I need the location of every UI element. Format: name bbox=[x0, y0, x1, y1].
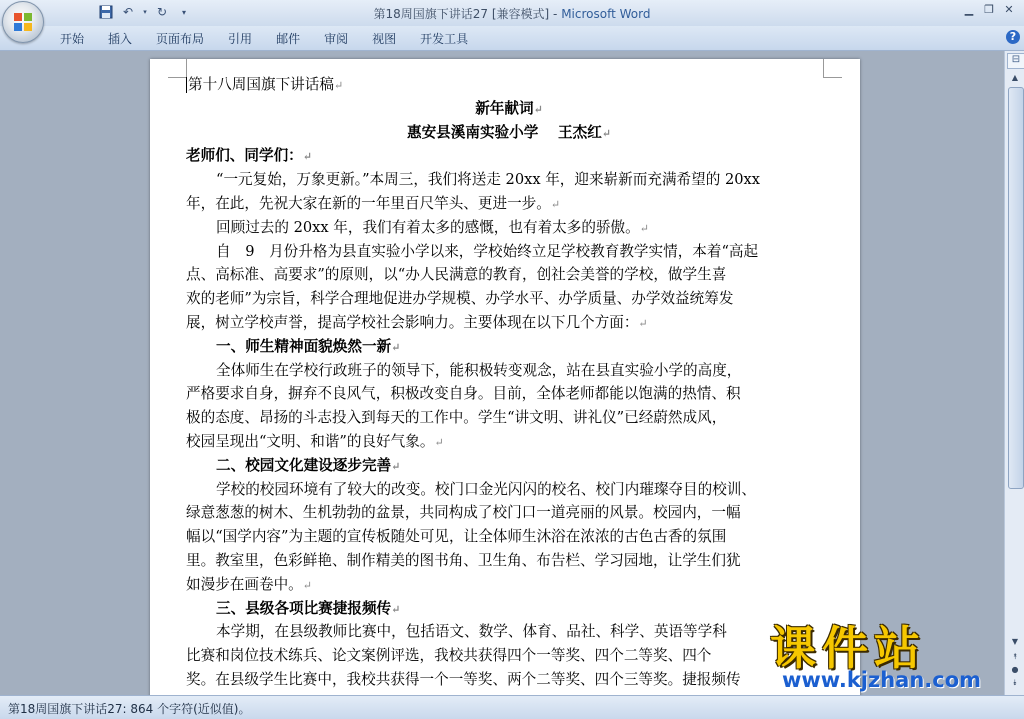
doc-heading bbox=[186, 73, 832, 97]
undo-icon[interactable]: ↶ bbox=[122, 5, 134, 19]
paragraph-mark: ↵ bbox=[391, 340, 401, 354]
status-bar bbox=[0, 695, 1024, 719]
paragraph-mark: ↵ bbox=[638, 316, 648, 330]
text-cursor bbox=[186, 77, 187, 93]
app-name: Microsoft Word bbox=[561, 7, 651, 21]
doc-author bbox=[186, 121, 832, 145]
redo-icon[interactable]: ↻ bbox=[156, 5, 168, 19]
watermark-logo: 课件站 bbox=[770, 621, 926, 675]
doc-line-text: 三、县级各项比赛捷报频传 bbox=[216, 599, 392, 617]
doc-line bbox=[186, 525, 832, 549]
document-body[interactable] bbox=[186, 73, 832, 692]
doc-line bbox=[186, 263, 832, 287]
doc-line bbox=[186, 573, 832, 597]
doc-line bbox=[186, 240, 832, 264]
doc-line-text: 年，在此，先祝大家在新的一年里百尺竿头、更进一步。 bbox=[186, 194, 551, 212]
doc-line-text: 自 9 月份升格为县直实验小学以来，学校始终立足学校教育教学实情，本着“高起 bbox=[216, 242, 759, 260]
scroll-up-icon[interactable]: ▲ bbox=[1011, 73, 1019, 82]
office-logo-icon bbox=[13, 12, 33, 32]
doc-line-text: 二、校园文化建设逐步完善 bbox=[216, 456, 392, 474]
doc-line-text: 奖。在县级学生比赛中，我校共获得一个一等奖、两个二等奖、四个三等奖。捷报频传 bbox=[186, 670, 741, 688]
section-heading bbox=[186, 454, 832, 478]
doc-title-text: 新年献词 bbox=[475, 99, 534, 117]
title-bar bbox=[0, 0, 1024, 27]
paragraph-mark: ↵ bbox=[391, 602, 401, 616]
minimize-icon[interactable]: ▁ bbox=[964, 3, 974, 16]
doc-line bbox=[186, 311, 832, 335]
watermark-url: www.kjzhan.com bbox=[782, 668, 982, 692]
help-icon[interactable]: ? bbox=[1006, 30, 1020, 44]
doc-line-text: “一元复始，万象更新。”本周三，我们将送走 20xx 年，迎来崭新而充满希望的 20xx bbox=[216, 171, 761, 189]
section-heading bbox=[186, 335, 832, 359]
doc-line bbox=[186, 644, 832, 668]
doc-heading-text: 第十八周国旗下讲话稿 bbox=[188, 76, 334, 93]
vertical-scrollbar[interactable] bbox=[1004, 51, 1024, 695]
doc-author-text: 惠安县溪南实验小学 王杰红 bbox=[406, 123, 602, 141]
doc-line bbox=[186, 192, 832, 216]
doc-line bbox=[186, 406, 832, 430]
previous-page-icon[interactable]: ⯭ bbox=[1012, 652, 1018, 661]
tab-7[interactable]: 开发工具 bbox=[420, 32, 469, 46]
scroll-thumb[interactable] bbox=[1008, 87, 1024, 489]
tab-5[interactable]: 审阅 bbox=[324, 32, 349, 46]
paragraph-mark: ↵ bbox=[639, 221, 649, 235]
ribbon bbox=[0, 26, 1024, 51]
doc-line bbox=[186, 168, 832, 192]
window-title bbox=[0, 5, 1024, 22]
paragraph-mark: ↵ bbox=[434, 435, 444, 449]
tab-2[interactable]: 页面布局 bbox=[156, 32, 205, 46]
paragraph-mark: ↵ bbox=[533, 102, 543, 116]
doc-paragraphs bbox=[186, 168, 832, 692]
doc-greeting bbox=[186, 144, 832, 168]
doc-line bbox=[186, 478, 832, 502]
doc-line-text: 一、师生精神面貌焕然一新 bbox=[216, 337, 392, 355]
tab-1[interactable]: 插入 bbox=[108, 32, 133, 46]
doc-line bbox=[186, 430, 832, 454]
doc-line-text: 欢的老师”为宗旨，科学合理地促进办学规模、办学水平、办学质量、办学效益统筹发 bbox=[186, 290, 734, 308]
doc-line bbox=[186, 382, 832, 406]
doc-line bbox=[186, 359, 832, 383]
ruler-toggle-icon[interactable]: ⊟ bbox=[1007, 53, 1024, 69]
watermark bbox=[770, 612, 1020, 692]
tab-6[interactable]: 视图 bbox=[372, 32, 397, 46]
paragraph-mark: ↵ bbox=[550, 197, 561, 211]
doc-line-text: 回顾过去的 20xx 年，我们有着太多的感慨，也有着太多的骄傲。 bbox=[216, 218, 640, 236]
doc-line-text: 全体师生在学校行政班子的领导下，能积极转变观念，站在县直实验小学的高度， bbox=[216, 361, 742, 379]
doc-line-text: 学校的校园环境有了较大的改变。校门口金光闪闪的校名、校门内璀璨夺目的校训、 bbox=[216, 480, 756, 498]
doc-line-text: 如漫步在画卷中。 bbox=[186, 575, 303, 593]
next-page-icon[interactable]: ⯯ bbox=[1012, 678, 1018, 687]
tab-0[interactable]: 开始 bbox=[60, 32, 85, 46]
doc-line bbox=[186, 216, 832, 240]
doc-line-text: 严格要求自身，摒弃不良风气，积极改变自身。目前，全体老师都能以饱满的热情、积 bbox=[186, 385, 741, 403]
doc-line bbox=[186, 668, 832, 692]
paragraph-mark: ↵ bbox=[302, 578, 312, 592]
doc-line-text: 里。教室里，色彩鲜艳、制作精美的图书角、卫生角、布告栏、学习园地，让学生们犹 bbox=[186, 551, 741, 569]
doc-line-text: 绿意葱葱的树木、生机勃勃的盆景，共同构成了校门口一道亮丽的风景。校园内，一幅 bbox=[186, 504, 741, 522]
tab-3[interactable]: 引用 bbox=[228, 32, 253, 46]
doc-line-text: 展，树立学校声誉，提高学校社会影响力。主要体现在以下几个方面： bbox=[186, 313, 639, 331]
crop-mark bbox=[168, 59, 187, 78]
status-text: 第18周国旗下讲话27: 864 个字符(近似值)。 bbox=[8, 702, 251, 716]
doc-line bbox=[186, 620, 832, 644]
doc-line-text: 幅以“国学内容”为主题的宣传板随处可见，让全体师生沐浴在浓浓的古色古香的氛围 bbox=[186, 528, 727, 546]
paragraph-mark: ↵ bbox=[302, 150, 312, 164]
doc-line bbox=[186, 287, 832, 311]
paragraph-mark: ↵ bbox=[391, 459, 401, 473]
scroll-down-icon[interactable]: ▼ bbox=[1011, 637, 1019, 646]
tab-4[interactable]: 邮件 bbox=[276, 32, 301, 46]
section-heading bbox=[186, 597, 832, 621]
office-button[interactable] bbox=[2, 1, 44, 43]
close-icon[interactable]: ✕ bbox=[1004, 3, 1014, 16]
paragraph-mark: ↵ bbox=[601, 126, 612, 140]
doc-line-text: 点、高标准、高要求”的原则，以“办人民满意的教育，创社会美誉的学校，做学生喜 bbox=[186, 266, 727, 284]
document-page[interactable] bbox=[150, 59, 860, 695]
doc-line bbox=[186, 549, 832, 573]
document-title: 第18周国旗下讲话27 [兼容模式] bbox=[373, 7, 550, 21]
undo-dropdown-icon[interactable]: ▾ bbox=[143, 8, 147, 16]
doc-title bbox=[186, 97, 832, 121]
doc-greeting-text: 老师们、同学们： bbox=[186, 147, 303, 165]
doc-line-text: 校园呈现出“文明、和谐”的良好气象。 bbox=[186, 432, 435, 450]
maximize-icon[interactable]: ❐ bbox=[984, 3, 994, 16]
select-browse-object-icon[interactable]: ● bbox=[1011, 665, 1019, 674]
ribbon-tabs bbox=[48, 30, 480, 48]
window-controls bbox=[960, 2, 1018, 18]
title-separator: - bbox=[549, 7, 562, 21]
customize-icon[interactable]: ▾ bbox=[181, 7, 186, 17]
document-workspace[interactable] bbox=[0, 51, 1004, 695]
paragraph-mark: ↵ bbox=[333, 79, 344, 92]
doc-line-text: 本学期，在县级教师比赛中，包括语文、数学、体育、品社、科学、英语等学科 bbox=[216, 623, 727, 641]
doc-line-text: 极的态度、昂扬的斗志投入到每天的工作中。学生“讲文明、讲礼仪”已经蔚然成风， bbox=[186, 409, 727, 427]
doc-line bbox=[186, 501, 832, 525]
doc-line-text: 比赛和岗位技术练兵、论文案例评选，我校共获得四个一等奖、四个二等奖、四个 bbox=[186, 647, 712, 665]
